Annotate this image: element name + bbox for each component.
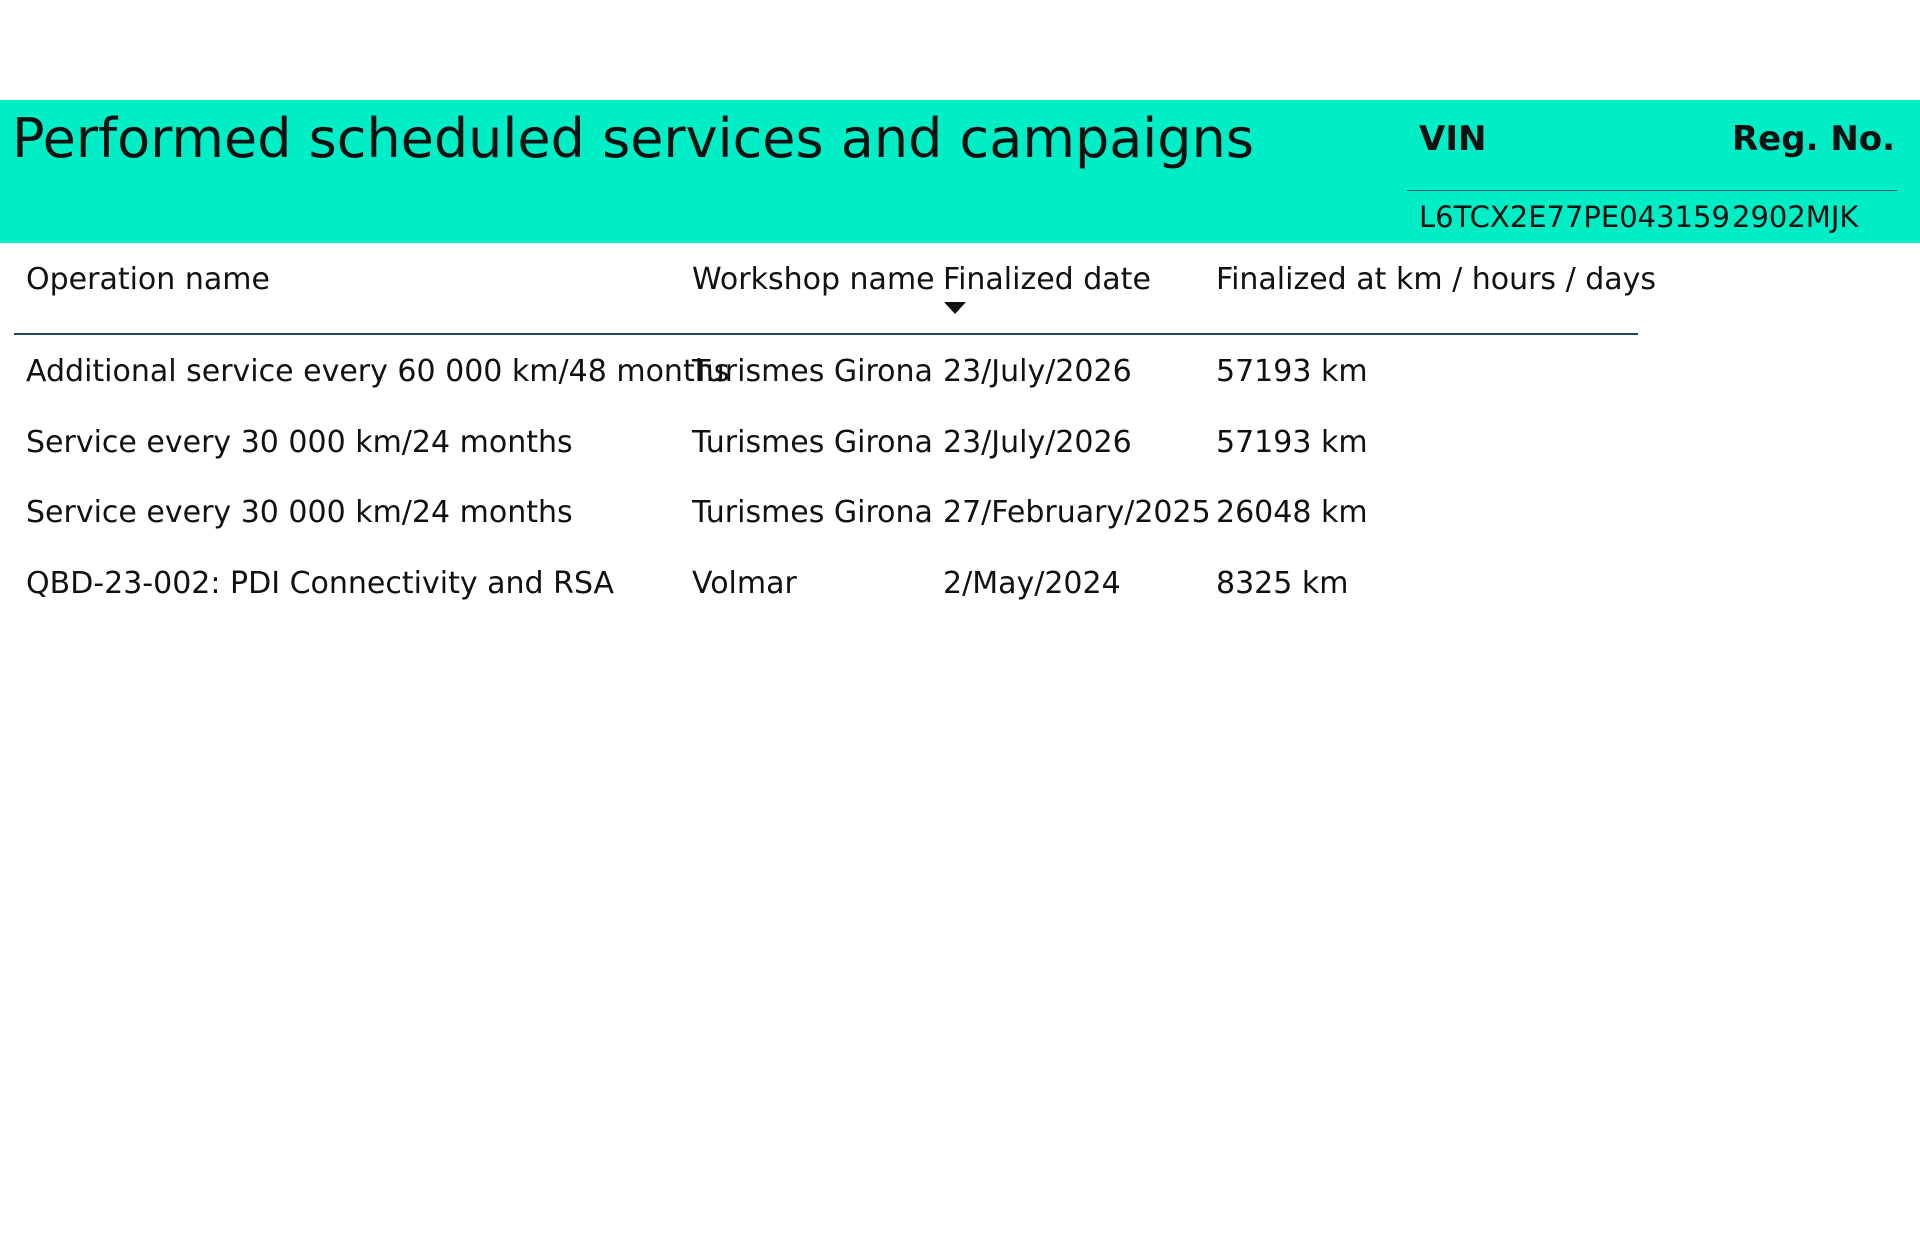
sort-descending-icon[interactable] xyxy=(944,302,966,314)
column-header-workshop-name[interactable]: Workshop name xyxy=(692,262,935,297)
vin-label: VIN xyxy=(1419,119,1487,159)
cell-finalized-date: 27/February/2025 xyxy=(943,495,1211,530)
column-header-finalized-at[interactable]: Finalized at km / hours / days xyxy=(1216,262,1657,297)
cell-operation-name: Additional service every 60 000 km/48 months xyxy=(26,354,730,389)
table-row xyxy=(14,562,1638,633)
cell-operation-name: Service every 30 000 km/24 months xyxy=(26,495,573,530)
column-header-operation-name[interactable]: Operation name xyxy=(26,262,270,297)
reg-no-label: Reg. No. xyxy=(1732,119,1896,159)
cell-finalized-at: 57193 km xyxy=(1216,424,1368,460)
table-body xyxy=(14,350,1638,632)
cell-finalized-date: 23/July/2026 xyxy=(943,424,1132,460)
vehicle-info-divider xyxy=(1407,190,1897,191)
cell-workshop-name: Turismes Girona xyxy=(692,495,933,530)
table-row xyxy=(14,491,1638,562)
table-header-row xyxy=(14,258,1657,335)
table-row xyxy=(14,350,1638,421)
cell-operation-name: QBD-23-002: PDI Connectivity and RSA xyxy=(26,565,615,601)
cell-finalized-at: 8325 km xyxy=(1216,565,1349,601)
column-header-finalized-date[interactable]: Finalized date xyxy=(943,262,1151,297)
cell-workshop-name: Turismes Girona xyxy=(692,354,933,389)
table-row xyxy=(14,421,1638,492)
page-title: Performed scheduled services and campaigns xyxy=(12,107,1254,170)
cell-finalized-at: 26048 km xyxy=(1216,495,1368,530)
cell-workshop-name: Turismes Girona xyxy=(692,424,933,460)
cell-finalized-at: 57193 km xyxy=(1216,354,1368,389)
cell-finalized-date: 2/May/2024 xyxy=(943,565,1121,601)
cell-workshop-name: Volmar xyxy=(692,565,797,601)
cell-finalized-date: 23/July/2026 xyxy=(943,354,1132,389)
cell-operation-name: Service every 30 000 km/24 months xyxy=(26,424,573,460)
reg-no-value: 2902MJK xyxy=(1732,200,1859,234)
vin-value: L6TCX2E77PE043159 xyxy=(1419,200,1730,234)
